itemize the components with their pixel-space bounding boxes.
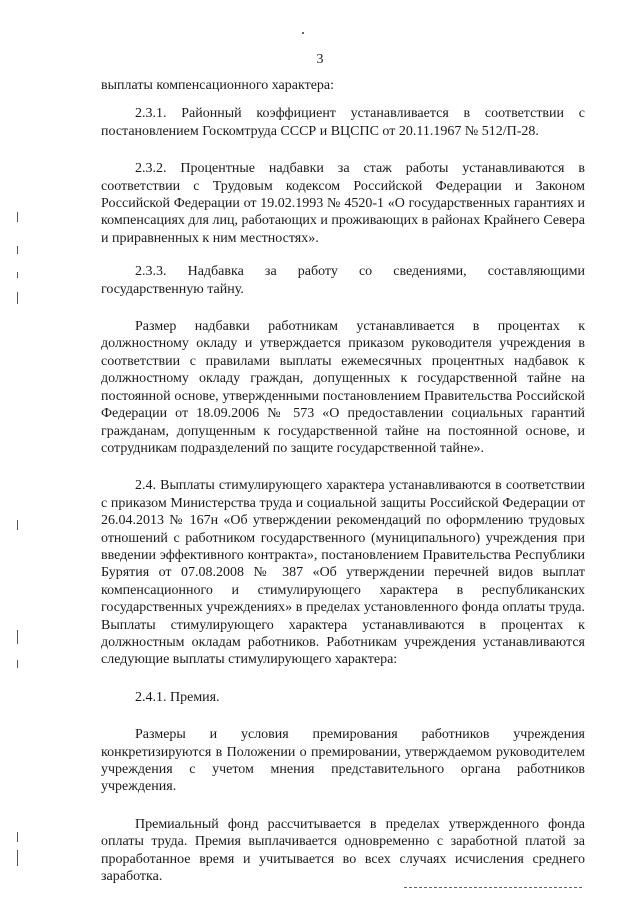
- scan-bottom-line: [404, 887, 582, 889]
- scan-mark: [17, 630, 18, 644]
- scan-speck: [302, 32, 304, 34]
- paragraph-razmery-premirovaniya: Размеры и условия премирования работников учреждения конкретизируются в Положении о премировании, утверждаемом руководителем учреждения с учетом мнения представительного органа работников учреждения.: [101, 727, 585, 795]
- scan-mark: [17, 212, 18, 222]
- scan-mark: [17, 850, 18, 866]
- document-body: [101, 77, 585, 885]
- paragraph-2-3-2: 2.3.2. Процентные надбавки за стаж работы устанавливаются в соответствии с Трудовым кодексом Российской Федерации и Законом Российской Федерации от 19.02.1993 № 4520-1 «О государственных гарантиях и компенсациях для лиц, работающих и проживающих в районах Крайнего Севера и приравненных к ним местностях».: [101, 161, 585, 246]
- scan-mark: [17, 246, 18, 254]
- scan-mark: [17, 292, 18, 304]
- paragraph-2-3-3: 2.3.3. Надбавка за работу со сведениями, составляющими государственную тайну.: [101, 264, 585, 297]
- paragraph-2-4-1: 2.4.1. Премия.: [135, 689, 220, 705]
- paragraph-2-4: 2.4. Выплаты стимулирующего характера устанавливаются в соответствии с приказом Министерства труда и социальной защиты Российской Федерации от 26.04.2013 № 167н «Об утверждении рекомендаций по оформлению трудовых отношений с работником государственного (муниципального) учреждения при введении эффективного контракта», постановлением Правительства Республики Бурятия от 07.08.2008 № 387 «Об утверждении перечней видов выплат компенсационного и стимулирующего характера в республиканских государственных учреждениях» в пределах установленного фонда оплаты труда. Выплаты стимулирующего характера устанавливаются в процентах к должностным окладам работников. Работникам учреждения устанавливаются следующие выплаты стимулирующего характера:: [101, 478, 585, 668]
- paragraph-intro: выплаты компенсационного характера:: [101, 78, 335, 93]
- scan-mark: [17, 520, 18, 530]
- paragraph-premialnyi-fond: Премиальный фонд рассчитывается в пределах утвержденного фонда оплаты труда. Премия выплачивается одновременно с заработной платой за проработанное время и учитывается во всех случаях исчисления среднего заработка.: [101, 816, 585, 885]
- paragraph-2-3-1: 2.3.1. Районный коэффициент устанавливается в соответствии с постановлением Госкомтруда СССР и ВЦСПС от 20.11.1967 № 512/П-28.: [101, 106, 585, 139]
- scan-mark: [17, 660, 18, 668]
- scan-mark: [17, 272, 18, 278]
- page-number: 3: [316, 52, 324, 67]
- scan-mark: [17, 832, 18, 842]
- paragraph-razmer-nadbavki: Размер надбавки работникам устанавливается в процентах к должностному окладу и утверждается приказом руководителя учреждения в соответствии с правилами выплаты ежемесячных процентных надбавок к должностному окладу граждан, допущенных к государственной тайне на постоянной основе, утвержденными постановлением Правительства Российской Федерации от 18.09.2006 № 573 «О предоставлении социальных гарантий гражданам, допущенным к государственной тайне на постоянной основе, и сотрудникам подразделений по защите государственной тайне».: [101, 319, 585, 456]
